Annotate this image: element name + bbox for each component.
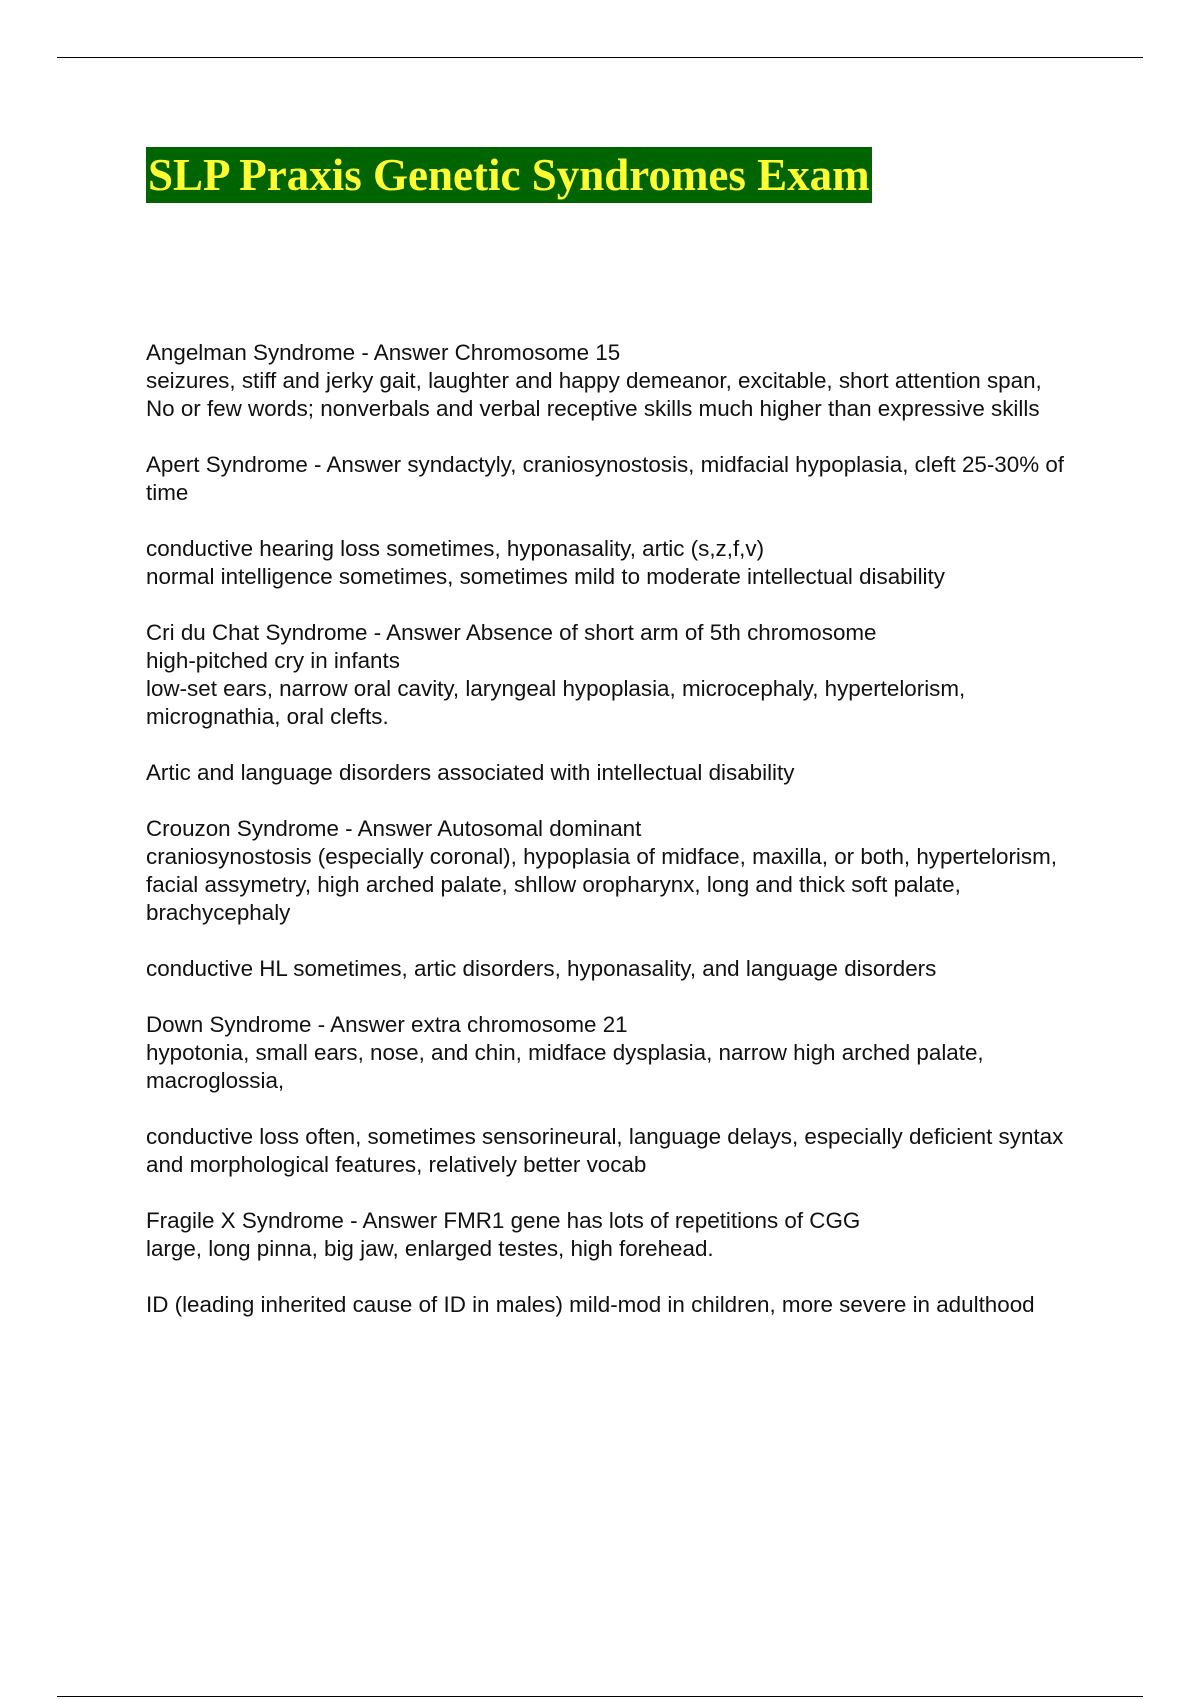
entry-apert	[146, 451, 1081, 507]
entry-line: Down Syndrome - Answer extra chromosome 21	[146, 1012, 628, 1037]
entry-line: ID (leading inherited cause of ID in males) mild-mod in children, more severe in adulthood	[146, 1292, 1035, 1317]
entry-fragile-x-details	[146, 1291, 1081, 1319]
entry-line: Fragile X Syndrome - Answer FMR1 gene has lots of repetitions of CGG	[146, 1208, 861, 1233]
entry-line: conductive hearing loss sometimes, hyponasality, artic (s,z,f,v)	[146, 536, 765, 561]
document-body	[146, 339, 1081, 1347]
entry-apert-details	[146, 535, 1081, 591]
entry-down	[146, 1011, 1081, 1095]
entry-line: No or few words; nonverbals and verbal receptive skills much higher than expressive skills	[146, 396, 1040, 421]
entry-line: Crouzon Syndrome - Answer Autosomal dominant	[146, 816, 642, 841]
entry-line: Apert Syndrome - Answer syndactyly, craniosynostosis, midfacial hypoplasia, cleft 25-30% of time	[146, 452, 1065, 505]
top-rule	[57, 57, 1143, 58]
entry-crouzon	[146, 815, 1081, 927]
entry-fragile-x	[146, 1207, 1081, 1263]
entry-line: craniosynostosis (especially coronal), hypoplasia of midface, maxilla, or both, hypertelorism, facial assymetry, high arched palate, shllow oropharynx, long and thick soft palate, brachycephaly	[146, 844, 1057, 925]
entry-line: hypotonia, small ears, nose, and chin, midface dysplasia, narrow high arched palate, macroglossia,	[146, 1040, 984, 1093]
bottom-rule	[57, 1696, 1143, 1697]
entry-line: Cri du Chat Syndrome - Answer Absence of short arm of 5th chromosome	[146, 620, 877, 645]
document-title: SLP Praxis Genetic Syndromes Exam	[146, 147, 872, 203]
entry-line: conductive HL sometimes, artic disorders, hyponasality, and language disorders	[146, 956, 937, 981]
entry-line: high-pitched cry in infants	[146, 648, 400, 673]
entry-line: large, long pinna, big jaw, enlarged testes, high forehead.	[146, 1236, 714, 1261]
entry-down-details	[146, 1123, 1081, 1179]
entry-line: Artic and language disorders associated with intellectual disability	[146, 760, 795, 785]
entry-crouzon-details	[146, 955, 1081, 983]
entry-line: low-set ears, narrow oral cavity, laryngeal hypoplasia, microcephaly, hypertelorism, micrognathia, oral clefts.	[146, 676, 966, 729]
entry-cri-du-chat-details	[146, 759, 1081, 787]
entry-angelman	[146, 339, 1081, 423]
entry-line: seizures, stiff and jerky gait, laughter and happy demeanor, excitable, short attention span,	[146, 368, 1042, 393]
entry-line: conductive loss often, sometimes sensorineural, language delays, especially deficient syntax and morphological features, relatively better vocab	[146, 1124, 1064, 1177]
entry-line: normal intelligence sometimes, sometimes mild to moderate intellectual disability	[146, 564, 945, 589]
entry-line: Angelman Syndrome - Answer Chromosome 15	[146, 340, 621, 365]
entry-cri-du-chat	[146, 619, 1081, 731]
